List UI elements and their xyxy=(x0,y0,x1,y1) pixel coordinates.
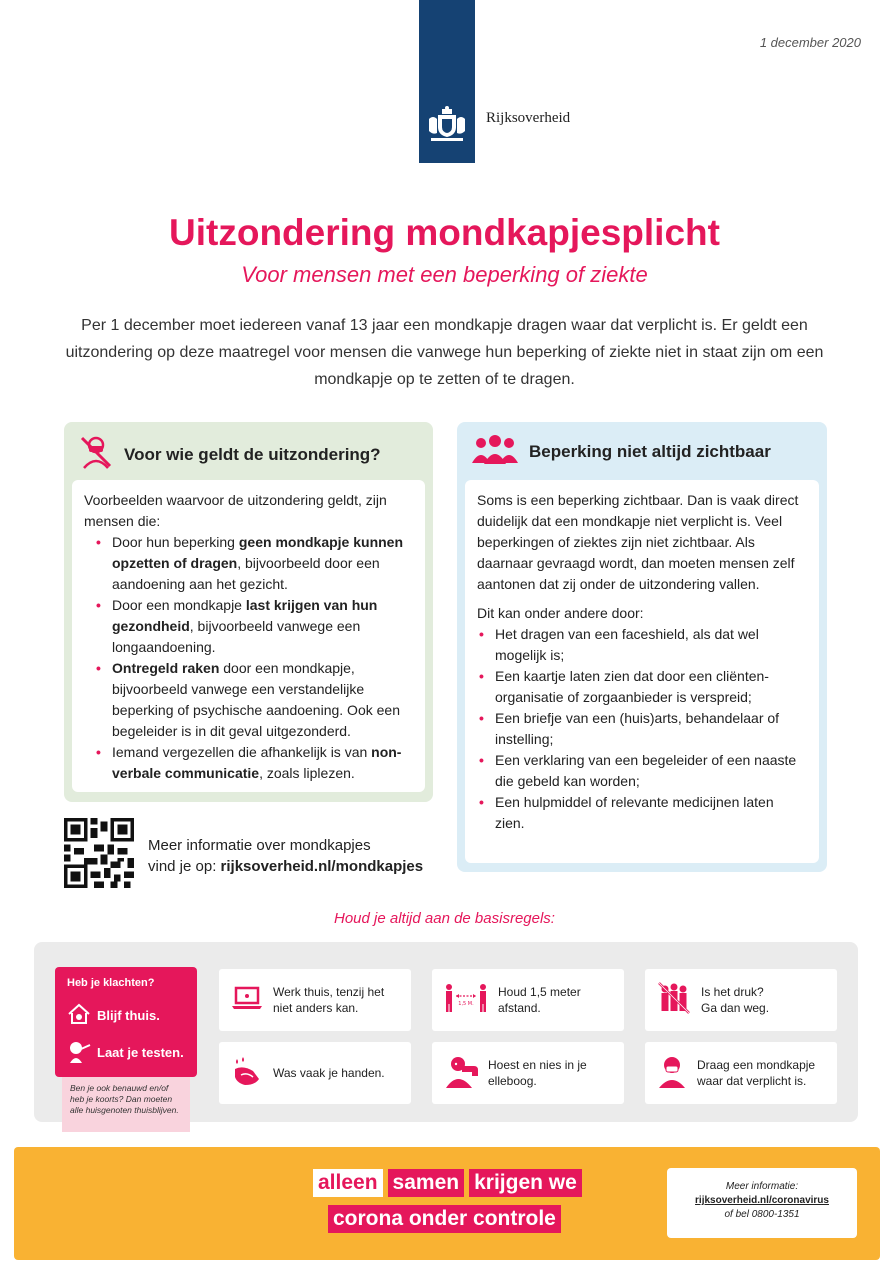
publication-date: 1 december 2020 xyxy=(759,35,861,50)
footer-info-title: Meer informatie: xyxy=(725,1181,799,1192)
exception-item xyxy=(94,532,413,595)
rule-distance xyxy=(432,969,624,1031)
exception-box-heading: Voor wie geldt de uitzondering? xyxy=(124,444,381,464)
mondkapjes-link[interactable]: rijksoverheid.nl/mondkapjes xyxy=(220,858,424,875)
invisible-disability-box xyxy=(457,422,827,872)
no-mask-icon xyxy=(78,434,114,475)
exception-item-bold: Ontregeld raken xyxy=(112,660,220,676)
stay-home-row xyxy=(67,1003,160,1028)
rule-crowd xyxy=(645,969,837,1031)
get-tested-row xyxy=(67,1039,184,1066)
invisible-disability-heading: Beperking niet altijd zichtbaar xyxy=(529,441,771,461)
slogan-word-alleen: alleen xyxy=(313,1169,383,1197)
proof-item: • Het dragen van een faceshield, als dat wel mogelijk is; xyxy=(477,624,807,666)
coronavirus-link[interactable]: rijksoverheid.nl/coronavirus xyxy=(695,1195,829,1206)
test-swab-icon xyxy=(67,1039,91,1066)
distance-icon-label: 1,5 M. xyxy=(458,1001,474,1007)
more-info-line2 xyxy=(148,856,423,877)
slogan-word-corona: corona onder controle xyxy=(328,1205,561,1233)
logo-text: Rijksoverheid xyxy=(486,110,571,126)
exception-item-text: , bijvoorbeeld vanwege een longaandoening. xyxy=(112,618,361,655)
proof-item: • Een briefje van een (huis)arts, behandelaar of instelling; xyxy=(477,708,807,750)
symptoms-heading: Heb je klachten? xyxy=(67,977,155,989)
coat-of-arms-icon xyxy=(419,100,475,150)
page-subtitle: Voor mensen met een beperking of ziekte xyxy=(241,262,648,287)
slogan-word-samen: samen xyxy=(388,1169,465,1197)
qr-code[interactable] xyxy=(64,818,134,888)
exception-item-bold: geen mondkapje kunnen opzetten of dragen xyxy=(112,534,404,571)
exception-item-bold: non-verbale communicatie xyxy=(112,744,402,781)
slogan-word-krijgen-we: krijgen we xyxy=(469,1169,582,1197)
page-title: Uitzondering mondkapjesplicht xyxy=(169,212,720,253)
rule-crowd-text: Is het druk? Ga dan weg. xyxy=(701,985,770,1015)
slogan-line-1 xyxy=(313,1169,582,1197)
exception-item-text: Door hun beperking xyxy=(112,534,239,550)
exception-item-text: , zoals liplezen. xyxy=(259,765,355,781)
proof-item: • Een kaartje laten zien dat door een cliënten-organisatie of zorgaanbieder is verspreid; xyxy=(477,666,807,708)
exception-box-content xyxy=(72,480,425,792)
exception-item-text: , bijvoorbeeld door een aandoening aan het gezicht. xyxy=(112,555,380,592)
exception-item-text: Door een mondkapje xyxy=(112,597,246,613)
symptoms-note: Ben je ook benauwd en/of heb je koorts? Dan moeten alle huisgenoten thuisblijven. xyxy=(62,1077,190,1132)
handwash-icon xyxy=(231,1055,263,1091)
face-mask-icon xyxy=(657,1054,687,1092)
rule-work-home-text: Werk thuis, tenzij het niet anders kan. xyxy=(273,985,385,1015)
rule-wash-hands xyxy=(219,1042,411,1104)
distance-icon xyxy=(444,983,488,1017)
rule-cough xyxy=(432,1042,624,1104)
group-people-icon xyxy=(471,434,519,469)
cough-elbow-icon xyxy=(444,1054,478,1092)
invisible-para1: Soms is een beperking zichtbaar. Dan is vaak direct duidelijk dat een mondkapje niet verplicht is. Veel beperkingen of ziektes zijn niet zichtbaar. Als daarnaar gevraagd wordt, dan moeten mensen zelf aantonen dat zij onder de uitzondering vallen. xyxy=(477,492,799,592)
footer-info-phone: of bel 0800-1351 xyxy=(724,1209,800,1220)
invisible-disability-content xyxy=(465,480,819,863)
house-icon xyxy=(67,1003,91,1028)
slogan-line-2 xyxy=(328,1205,561,1233)
exception-item xyxy=(94,742,413,784)
exception-item-bold: last krijgen van hun gezondheid xyxy=(112,597,378,634)
exception-item-text: door een mondkapje, bijvoorbeeld vanwege een verstandelijke beperking of psychische aandoening. Ook een begeleider is in dit geval uitgezonderd. xyxy=(112,660,400,739)
symptoms-card xyxy=(55,967,197,1077)
rule-cough-text: Hoest en nies in je elleboog. xyxy=(488,1058,587,1088)
more-info-line1: Meer informatie over mondkapjes xyxy=(148,837,371,854)
proof-item: • Een hulpmiddel of relevante medicijnen laten zien. xyxy=(477,792,807,834)
proof-item: • Een verklaring van een begeleider of een naaste die gebeld kan worden; xyxy=(477,750,807,792)
rules-title: Houd je altijd aan de basisregels: xyxy=(334,910,555,927)
more-info-prefix: vind je op: xyxy=(148,858,221,875)
rule-mask-text: Draag een mondkapje waar dat verplicht is. xyxy=(697,1058,816,1088)
laptop-icon xyxy=(231,985,263,1015)
rule-work-home xyxy=(219,969,411,1031)
exception-lead: Voorbeelden waarvoor de uitzondering geldt, zijn mensen die: xyxy=(84,492,387,529)
get-tested-label: Laat je testen. xyxy=(97,1045,184,1060)
exception-item-text: Iemand vergezellen die afhankelijk is van xyxy=(112,744,372,760)
exception-box xyxy=(64,422,433,802)
intro-text: Per 1 december moet iedereen vanaf 13 jaar een mondkapje dragen waar dat verplicht is. Er geldt een uitzondering op deze maatregel voor mensen die vanwege hun beperking of ziekte niet in staat zijn om een mondkapje op te zetten of te dragen. xyxy=(65,317,824,388)
footer-info-box xyxy=(667,1168,857,1238)
rule-wash-hands-text: Was vaak je handen. xyxy=(273,1066,385,1080)
invisible-para2: Dit kan onder andere door: xyxy=(477,605,644,621)
more-info-text xyxy=(148,835,423,877)
exception-list xyxy=(94,532,413,784)
crowd-icon xyxy=(657,981,691,1019)
exception-item xyxy=(94,658,413,742)
exception-item xyxy=(94,595,413,658)
stay-home-label: Blijf thuis. xyxy=(97,1008,160,1023)
rule-mask xyxy=(645,1042,837,1104)
rule-distance-text: Houd 1,5 meter afstand. xyxy=(498,985,581,1015)
proof-list xyxy=(477,624,807,834)
